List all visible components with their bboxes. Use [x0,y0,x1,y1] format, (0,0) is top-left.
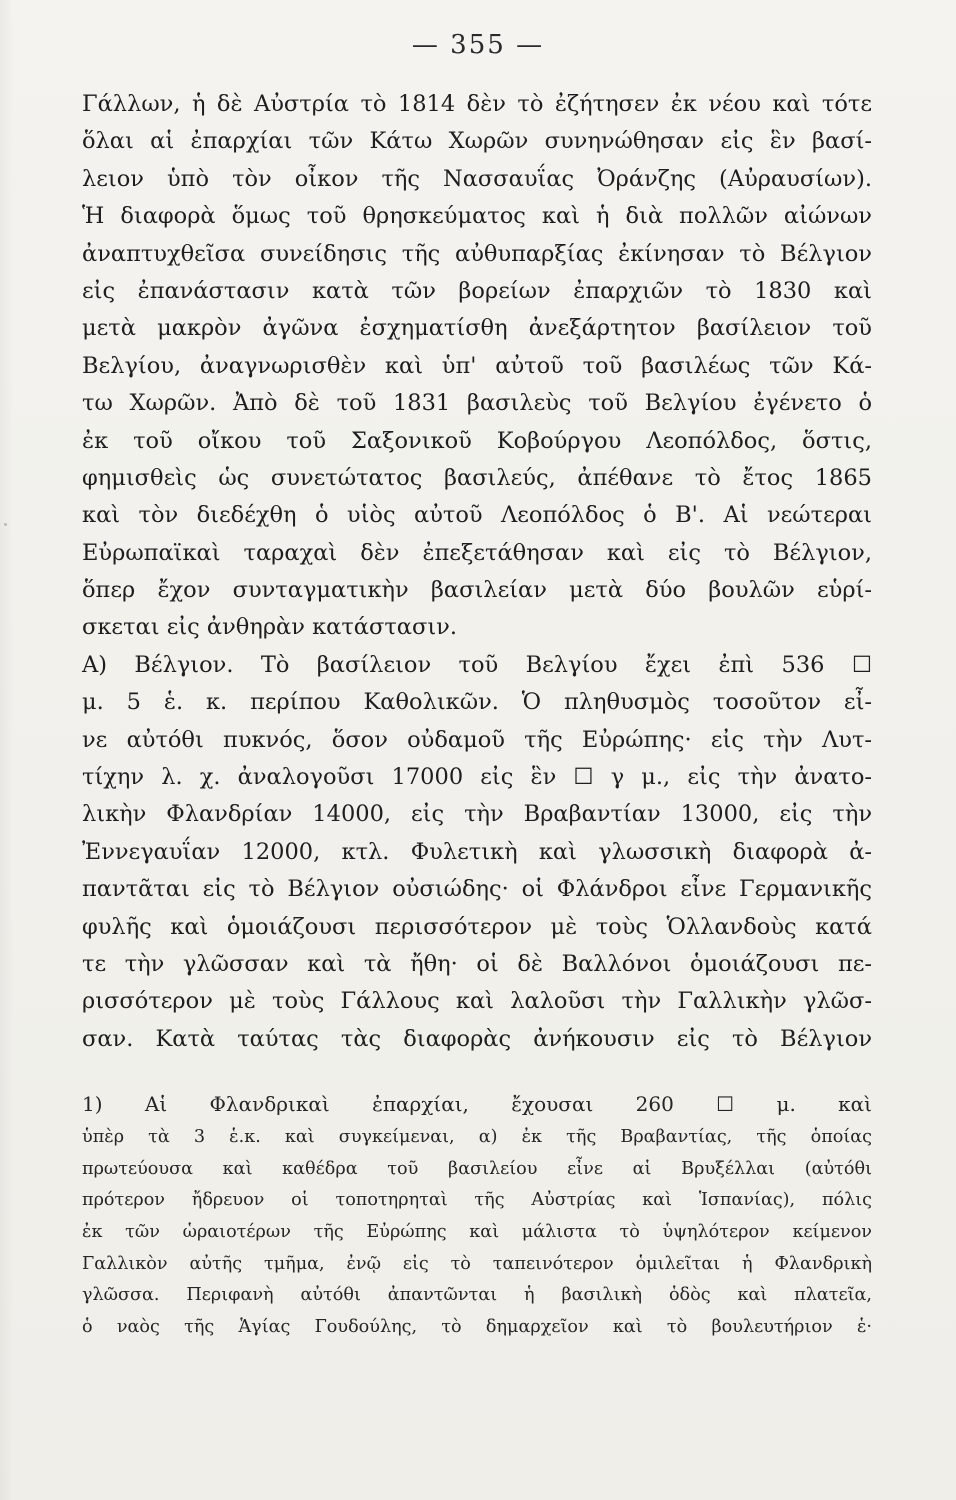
footnote-line: ὁ ναὸς τῆς Ἁγίας Γουδούλης, τὸ δημαρχεῖον καὶ τὸ βουλευτήριον ἑ· [82,1317,872,1338]
text-line: σκεται εἰς ἀνθηρὰν κατάστασιν. [82,614,457,641]
page-number: — 355 — [411,30,545,60]
text-line: Βελγίου, ἀναγνωρισθὲν καὶ ὑπ' αὐτοῦ τοῦ βασιλέως τῶν Κά- [82,352,872,379]
footnote-line: πρωτεύουσα καὶ καθέδρα τοῦ βασιλείου εἶνε αἱ Βρυξέλλαι (αὐτόθι [82,1158,872,1179]
text-line: Ἡ διαφορὰ ὅμως τοῦ θρησκεύματος καὶ ἡ διὰ πολλῶν αἰώνων [82,203,872,230]
text-line: Εὐρωπαϊκαὶ ταραχαὶ δὲν ἐπεξετάθησαν καὶ εἰς τὸ Βέλγιον, [82,539,872,566]
footnote-block [82,1086,872,1344]
text-line: τω Χωρῶν. Ἀπὸ δὲ τοῦ 1831 βασιλεὺς τοῦ Βελγίου ἐγένετο ὁ [82,390,872,417]
text-line: Γάλλων, ἡ δὲ Αὐστρία τὸ 1814 δὲν τὸ ἐζήτησεν ἐκ νέου καὶ τότε [82,91,872,117]
footnote-line: γλῶσσα. Περιφανὴ αὐτόθι ἀπαντῶνται ἡ βασιλικὴ ὁδὸς καὶ πλατεῖα, [82,1285,872,1306]
text-line: εἰς ἐπανάστασιν κατὰ τῶν βορείων ἐπαρχιῶν τὸ 1830 καὶ [82,277,872,304]
footnote-line: ὑπὲρ τὰ 3 ἑ.κ. καὶ συγκείμεναι, α) ἐκ τῆς Βραβαντίας, τῆς ὁποίας [82,1127,872,1147]
text-line: Ἐννεγαυΐαν 12000, κτλ. Φυλετικὴ καὶ γλωσσικὴ διαφορὰ ἀ- [82,838,872,865]
main-text-block [82,86,872,1058]
text-line: λειον ὑπὸ τὸν οἶκον τῆς Νασσαυΐας Ὀράνζης (Αὐραυσίων). [82,165,872,192]
text-line: μετὰ μακρὸν ἀγῶνα ἐσχηματίσθη ἀνεξάρτητον βασίλειον τοῦ [82,315,872,342]
text-line: ὅπερ ἔχον συνταγματικὴν βασιλείαν μετὰ δύο βουλῶν εὑρί- [82,577,872,604]
text-line: λικὴν Φλανδρίαν 14000, εἰς τὴν Βραβαντίαν 13000, εἰς τὴν [82,801,872,828]
text-line: Α) Βέλγιον. Τὸ βασίλειον τοῦ Βελγίου ἔχει ἐπὶ 536 ☐ [82,651,872,678]
text-line: ὅλαι αἱ ἐπαρχίαι τῶν Κάτω Χωρῶν συνηνώθησαν εἰς ἓν βασί- [82,128,872,155]
footnote-line: πρότερον ἤδρευον οἱ τοποτηρηταὶ τῆς Αὐστρίας καὶ Ἱσπανίας), πόλις [82,1190,872,1211]
text-line: φυλῆς καὶ ὁμοιάζουσι περισσότερον μὲ τοὺς Ὁλλανδοὺς κατά [82,913,872,940]
text-line: σαν. Κατὰ ταύτας τὰς διαφορὰς ἀνήκουσιν εἰς τὸ Βέλγιον [82,1025,872,1052]
text-line: ρισσότερον μὲ τοὺς Γάλλους καὶ λαλοῦσι τὴν Γαλλικὴν γλῶσ- [82,988,872,1015]
text-line: καὶ τὸν διεδέχθη ὁ υἱὸς αὐτοῦ Λεοπόλδος ὁ Β'. Αἱ νεώτεραι [82,502,872,529]
text-line: φημισθεὶς ὡς συνετώτατος βασιλεύς, ἀπέθανε τὸ ἔτος 1865 [82,464,872,491]
footnote-line: Γαλλικὸν αὐτῆς τμῆμα, ἐνῷ εἰς τὸ ταπεινότερον ὁμιλεῖται ἡ Φλανδρικὴ [82,1253,872,1274]
text-line: μ. 5 ἑ. κ. περίπου Καθολικῶν. Ὁ πληθυσμὸς τοσοῦτον εἶ- [82,689,872,716]
text-line: τίχην λ. χ. ἀναλογοῦσι 17000 εἰς ἓν ☐ γ μ., εἰς τὴν ἀνατο- [82,764,872,791]
text-line: ἐκ τοῦ οἴκου τοῦ Σαξονικοῦ Κοβούργου Λεοπόλδος, ὅστις, [82,427,872,454]
text-line: παντᾶται εἰς τὸ Βέλγιον οὐσιώδης· οἱ Φλάνδροι εἶνε Γερμανικῆς [82,876,872,903]
text-line: νε αὐτόθι πυκνός, ὅσον οὐδαμοῦ τῆς Εὐρώπης· εἰς τὴν Λυτ- [82,726,872,753]
paper-speck [4,523,7,526]
text-line: ἀναπτυχθεῖσα συνείδησις τῆς αὐθυπαρξίας ἐκίνησαν τὸ Βέλγιον [82,240,872,267]
text-line: τε τὴν γλῶσσαν καὶ τὰ ἤθη· οἱ δὲ Βαλλόνοι ὁμοιάζουσι πε- [82,950,872,977]
footnote-line: 1) Αἱ Φλανδρικαὶ ἐπαρχίαι, ἔχουσαι 260 ☐ μ. καὶ [82,1092,872,1116]
footnote-line: ἐκ τῶν ὡραιοτέρων τῆς Εὐρώπης καὶ μάλιστα τὸ ὑψηλότερον κείμενον [82,1222,872,1243]
